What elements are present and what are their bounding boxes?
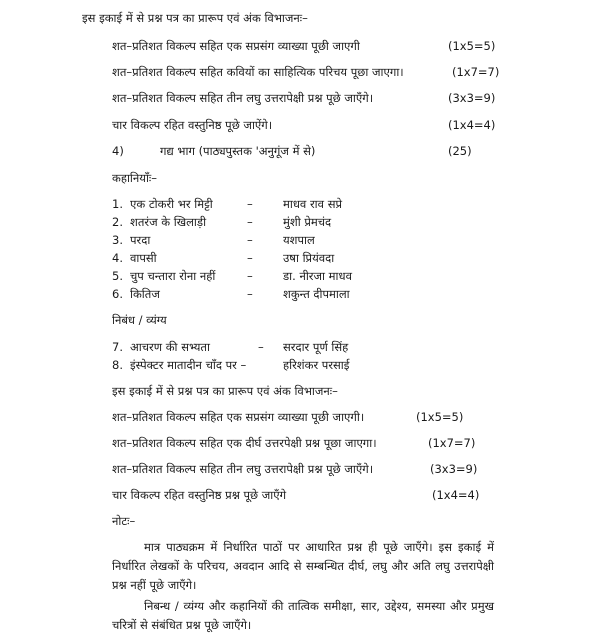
section2-row-4-text: चार विकल्प रहित वस्तुनिष्ठ प्रश्न पूछे जाएँगे [112,488,287,502]
story-author: डा. नीरजा माधव [283,269,352,283]
section2-row-2-marks: (1x7=7) [428,436,476,450]
story-title: वापसी [130,251,157,265]
section2-row-1-marks: (1x5=5) [416,410,464,424]
section1-row-1-marks: (1x5=5) [448,39,496,53]
story-title: कितिज [130,287,160,301]
section2-row-3-marks: (3x3=9) [430,462,478,476]
story-author: यशपाल [283,233,315,247]
story-title: परदा [130,233,151,247]
unit-marks: (25) [448,144,472,158]
section1-row-4-marks: (1x4=4) [448,118,496,132]
section1-row-1-text: शत–प्रतिशत विकल्प सहित एक सप्रसंग व्याख्या पूछी जाएगी [112,39,360,53]
essay-dash: – [258,340,264,354]
essay-author: सरदार पूर्ण सिंह [283,340,349,354]
story-dash: – [247,287,253,301]
story-author: माधव राव सप्रे [283,197,343,211]
note-paragraph-1-text: मात्र पाठ्यक्रम में निर्धारित पाठों पर आधारित प्रश्न ही पूछे जाएँगे। इस इकाई में निर्धारित लेखकों के परिचय, अवदान आदि से सम्बन्धित दीर्घ, लघु और अति लघु उत्तरापेक्षी प्रश्न नहीं पूछे जाएँगे। [112,540,494,592]
story-num: 5. [112,269,123,283]
story-num: 6. [112,287,123,301]
story-num: 3. [112,233,123,247]
essay-title: इंस्पेक्टर मातादीन चाँद पर – [130,358,247,372]
section2-row-2-text: शत–प्रतिशत विकल्प सहित एक दीर्घ उत्तरपेक्षी प्रश्न पूछा जाएगा। [112,436,377,450]
story-dash: – [247,215,253,229]
story-num: 4. [112,251,123,265]
note-paragraph-2 [112,597,494,635]
stories-heading: कहानियाँः– [112,171,157,185]
section1-row-2-marks: (1x7=7) [452,65,500,79]
unit-number: 4) [112,144,124,158]
story-dash: – [247,233,253,247]
essay-num: 7. [112,340,123,354]
story-num: 1. [112,197,123,211]
section1-row-4-text: चार विकल्प रहित वस्तुनिष्ठ पूछे जाऐंगे। [112,118,273,132]
note-heading: नोटः– [112,514,136,528]
section2-row-3-text: शत–प्रतिशत विकल्प सहित तीन लघु उत्तरापेक्षी प्रश्न पूछे जाएँगे। [112,462,374,476]
section1-heading: इस इकाई में से प्रश्न पत्र का प्रारूप एवं अंक विभाजनः– [82,11,308,25]
section1-row-3-marks: (3x3=9) [448,91,496,105]
story-title: शतरंज के खिलाड़ी [130,215,207,229]
story-dash: – [247,269,253,283]
story-author: शकुन्त दीपमाला [283,287,350,301]
section1-row-3-text: शत–प्रतिशत विकल्प सहित तीन लघु उत्तरापेक्षी प्रश्न पूछे जाएँगे। [112,91,374,105]
essay-num: 8. [112,358,123,372]
story-title: चुप चन्तारा रोना नहीं [130,269,216,283]
section1-row-2-text: शत–प्रतिशत विकल्प सहित कवियों का साहित्यिक परिचय पूछा जाएगा। [112,65,404,79]
story-dash: – [247,197,253,211]
story-dash: – [247,251,253,265]
section2-heading: इस इकाई में से प्रश्न पत्र का प्रारूप एवं अंक विभाजनः– [112,384,338,398]
essays-heading: निबंध / व्यंग्य [112,313,167,327]
story-author: उषा प्रियंवदा [283,251,335,265]
story-num: 2. [112,215,123,229]
note-paragraph-2-text: निबन्ध / व्यंग्य और कहानियों की तात्विक समीक्षा, सार, उद्देश्य, समस्या और प्रमुख चरित्रों से संबंधित प्रश्न पूछे जाएँगे। [112,599,494,632]
section2-row-4-marks: (1x4=4) [432,488,480,502]
essay-title: आचरण की सभ्यता [130,340,210,354]
section2-row-1-text: शत–प्रतिशत विकल्प सहित एक सप्रसंग व्याख्या पूछी जाएगी। [112,410,365,424]
story-author: मुंशी प्रेमचंद [283,215,332,229]
note-paragraph-1 [112,538,494,595]
story-title: एक टोकरी भर मिट्टी [130,197,213,211]
essay-author: हरिशंकर परसाई [283,358,350,372]
unit-title: गद्य भाग (पाठ्यपुस्तक 'अनुगूंज में से) [160,144,316,158]
